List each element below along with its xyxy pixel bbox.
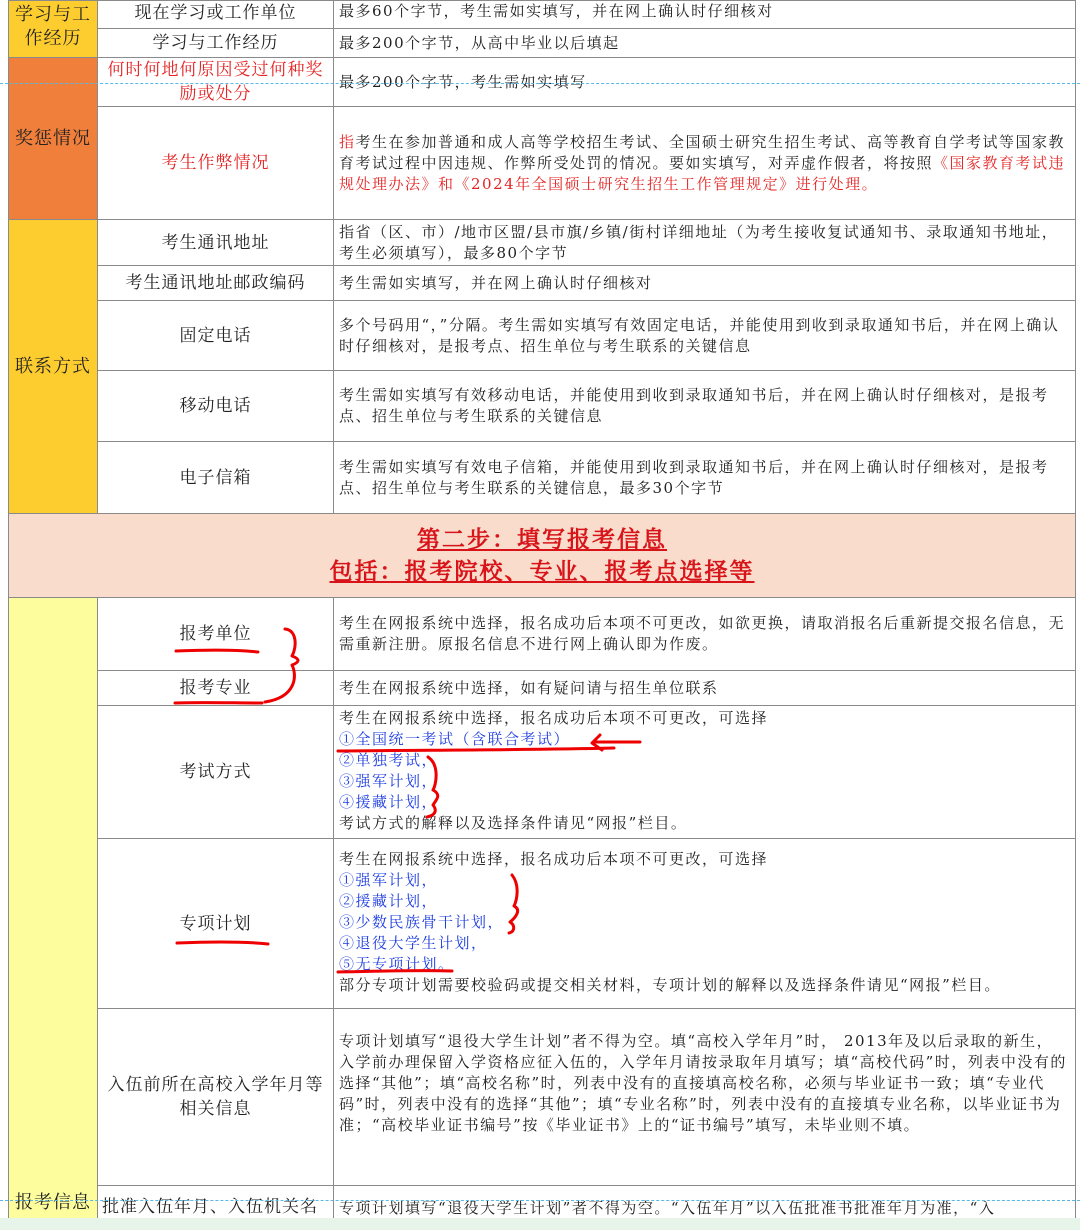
section-work <box>8 0 98 58</box>
row-cheating-label: 考生作弊情况 <box>97 106 334 220</box>
row-awards-label: 何时何地何原因受过何种奖励或处分 <box>97 57 334 107</box>
row-postcode-label: 考生通讯地址邮政编码 <box>97 265 334 301</box>
exam-mode-option: ②单独考试， <box>339 751 439 769</box>
row-special-plan-desc <box>333 838 1076 1009</box>
row-awards-desc: 最多200个字节，考生需如实填写 <box>333 57 1076 107</box>
row-email-label: 电子信箱 <box>97 441 334 514</box>
special-plan-option: ④退役大学生计划， <box>339 934 488 952</box>
row-current-unit-label: 现在学习或工作单位 <box>97 0 334 29</box>
section-contact <box>8 219 98 514</box>
special-plan-option: ②援藏计划， <box>339 892 439 910</box>
row-current-unit-desc: 最多60个字节，考生需如实填写，并在网上确认时仔细核对 <box>333 0 1076 29</box>
row-phone-label: 固定电话 <box>97 300 334 371</box>
row-pre-enlist-label: 入伍前所在高校入学年月等相关信息 <box>97 1008 334 1186</box>
row-mobile-desc: 考生需如实填写有效移动电话，并能使用到收到录取通知书后，并在网上确认时仔细核对，是报考点、招生单位与考生联系的关键信息 <box>333 370 1076 442</box>
exam-mode-option: ④援藏计划， <box>339 793 439 811</box>
row-exam-mode-desc <box>333 705 1076 839</box>
banner-subtitle: 包括：报考院校、专业、报考点选择等 <box>329 558 755 585</box>
special-plan-option: ⑤无专项计划。 <box>339 955 455 973</box>
exam-mode-intro: 考生在网报系统中选择，报名成功后本项不可更改，可选择 <box>339 709 769 727</box>
row-apply-unit-desc: 考生在网报系统中选择，报名成功后本项不可更改，如欲更换，请取消报名后重新提交报名信息，无需重新注册。原报名信息不进行网上确认即为作废。 <box>333 597 1076 671</box>
special-plan-option: ③少数民族骨干计划， <box>339 913 505 931</box>
row-apply-major-desc: 考生在网报系统中选择，如有疑问请与招生单位联系 <box>333 670 1076 706</box>
row-work-history-label: 学习与工作经历 <box>97 28 334 58</box>
step-two-banner <box>8 513 1076 598</box>
row-email-desc: 考生需如实填写有效电子信箱，并能使用到收到录取通知书后，并在网上确认时仔细核对，是报考点、招生单位与考生联系的关键信息，最多30个字节 <box>333 441 1076 514</box>
section-apply <box>8 597 98 1230</box>
guide-line-top <box>0 83 1080 84</box>
special-plan-option: ①强军计划， <box>339 871 439 889</box>
section-work-label: 学习与工作经历 <box>15 4 91 49</box>
row-cheating-desc: 指考生在参加普通和成人高等学校招生考试、全国硕士研究生招生考试、高等教育自学考试等国家教育考试过程中因违规、作弊所受处罚的情况。要如实填写，对弄虚作假者，将按照《国家教育考试违规处理办法》和《2024年全国硕士研究生招生工作管理规定》进行处理。 <box>333 106 1076 220</box>
exam-mode-note: 考试方式的解释以及选择条件请见“网报”栏目。 <box>339 814 688 832</box>
section-apply-label: 报考信息 <box>15 1192 91 1213</box>
row-enlist-desc: 专项计划填写“退役大学生计划”者不得为空。“入伍年月”以入伍批准书批准年月为准，“入 <box>333 1185 1076 1230</box>
row-phone-desc: 多个号码用“，”分隔。考生需如实填写有效固定电话，并能使用到收到录取通知书后，并在网上确认时仔细核对，是报考点、招生单位与考生联系的关键信息 <box>333 300 1076 371</box>
row-address-label: 考生通讯地址 <box>97 219 334 266</box>
bottom-bar <box>0 1218 1080 1230</box>
banner-title: 第二步：填写报考信息 <box>417 526 667 553</box>
row-work-history-desc: 最多200个字节，从高中毕业以后填起 <box>333 28 1076 58</box>
guide-line-bottom <box>0 1200 1080 1201</box>
row-special-plan-label: 专项计划 <box>97 838 334 1009</box>
exam-mode-option: ③强军计划， <box>339 772 439 790</box>
section-awards-label: 奖惩情况 <box>15 127 91 149</box>
section-awards <box>8 57 98 220</box>
row-enlist-label: 批准入伍年月、入伍机关名 <box>97 1185 334 1230</box>
exam-mode-option: ①全国统一考试（含联合考试） <box>339 730 571 748</box>
row-mobile-label: 移动电话 <box>97 370 334 442</box>
special-plan-intro: 考生在网报系统中选择，报名成功后本项不可更改，可选择 <box>339 850 769 868</box>
row-postcode-desc: 考生需如实填写，并在网上确认时仔细核对 <box>333 265 1076 301</box>
row-apply-major-label: 报考专业 <box>97 670 334 706</box>
row-apply-unit-label: 报考单位 <box>97 597 334 671</box>
special-plan-note: 部分专项计划需要校验码或提交相关材料，专项计划的解释以及选择条件请见“网报”栏目。 <box>339 976 1001 994</box>
row-pre-enlist-desc: 专项计划填写“退役大学生计划”者不得为空。填“高校入学年月”时， 2013年及以后录取的新生，入学前办理保留入学资格应征入伍的，入学年月请按录取年月填写；填“高校代码”时，列表中没有的选择“其他”；填“高校名称”时，列表中没有的直接填高校名称，必须与毕业证书一致；填“专业代码”时，列表中没有的选择“其他”；填“专业名称”时，列表中没有的直接填专业名称，以毕业证书为准；“高校毕业证书编号”按《毕业证书》上的“证书编号”填写，未毕业则不填。 <box>333 1008 1076 1186</box>
row-exam-mode-label: 考试方式 <box>97 705 334 839</box>
section-contact-label: 联系方式 <box>15 355 91 377</box>
row-address-desc: 指省（区、市）/地市区盟/县市旗/乡镇/街村详细地址（为考生接收复试通知书、录取通知书地址，考生必须填写），最多80个字节 <box>333 219 1076 266</box>
